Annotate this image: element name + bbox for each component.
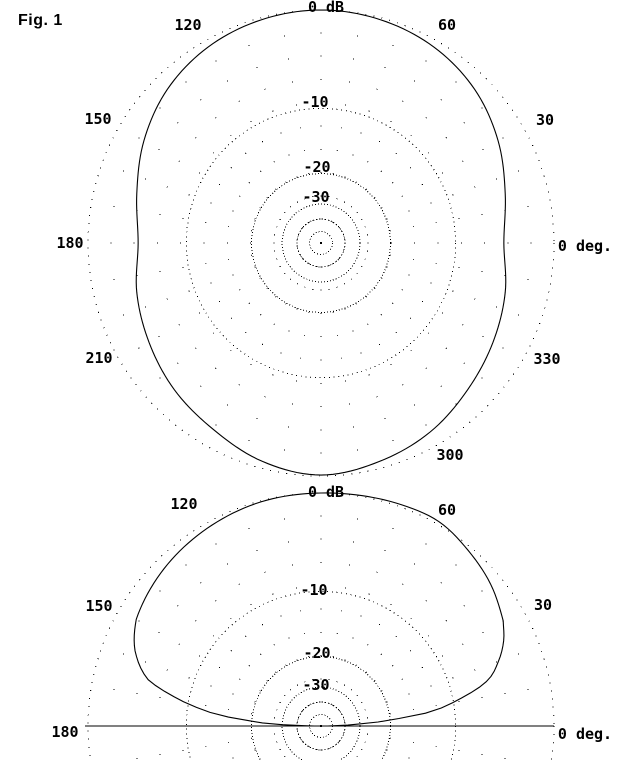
grid-spoke-280	[321, 243, 361, 472]
grid-spoke-300	[321, 243, 438, 445]
grid-ring--20dB	[252, 657, 391, 760]
grid-spoke-340	[321, 243, 540, 323]
grid-spoke-10	[321, 203, 550, 243]
grid-spoke-10	[321, 686, 550, 726]
angle-label: 300	[436, 446, 464, 464]
db-scale-label: 0 dB	[307, 0, 345, 16]
grid-spoke-50	[321, 548, 471, 726]
grid-spoke-210	[119, 726, 321, 760]
angle-label: 330	[533, 350, 561, 368]
grid-spoke-160	[102, 646, 321, 726]
angle-label: 30	[533, 596, 553, 614]
grid-spoke-310	[321, 243, 471, 421]
angle-label: 150	[85, 597, 113, 615]
db-scale-label: -30	[302, 188, 330, 206]
angle-label: 0 deg.	[557, 725, 613, 743]
angle-label: 120	[170, 495, 198, 513]
grid-spoke-220	[143, 243, 321, 393]
grid-spoke-100	[281, 14, 321, 243]
grid-spoke-120	[205, 524, 322, 726]
grid-spoke-50	[321, 65, 471, 243]
grid-spoke-150	[119, 610, 321, 727]
grid-spoke-30	[321, 127, 523, 244]
grid-spoke-130	[171, 548, 321, 726]
grid-spoke-320	[321, 726, 499, 760]
grid-spoke-250	[241, 726, 321, 760]
db-scale-label: -10	[300, 581, 328, 599]
grid-spoke-140	[143, 93, 321, 243]
grid-spoke-140	[143, 576, 321, 726]
grid-spoke-310	[321, 726, 471, 760]
grid-spoke-200	[102, 243, 321, 323]
grid-spoke-190	[92, 726, 321, 760]
grid-spoke-20	[321, 646, 540, 726]
grid-spoke-70	[321, 24, 401, 243]
figure-label: Fig. 1	[18, 12, 63, 29]
grid-spoke-70	[321, 507, 401, 726]
grid-ring-0dB	[88, 493, 554, 760]
db-scale-label: -20	[303, 158, 331, 176]
angle-label: 60	[437, 16, 457, 34]
grid-spoke-40	[321, 93, 499, 243]
grid-ring--30dB	[282, 687, 360, 760]
angle-label: 120	[174, 16, 202, 34]
grid-center-dot	[321, 243, 322, 244]
grid-spoke-260	[281, 243, 321, 472]
grid-spoke-340	[321, 726, 540, 760]
grid-spoke-290	[321, 726, 401, 760]
db-scale-label: -10	[301, 93, 329, 111]
grid-spoke-130	[171, 65, 321, 243]
angle-label: 30	[535, 111, 555, 129]
grid-spoke-240	[205, 726, 322, 760]
grid-spoke-170	[92, 686, 321, 726]
grid-spoke-290	[321, 243, 401, 462]
db-scale-label: -30	[302, 676, 330, 694]
angle-label: 150	[84, 110, 112, 128]
grid-spoke-60	[321, 41, 438, 243]
angle-label: 180	[51, 723, 79, 741]
grid-spoke-160	[102, 163, 321, 243]
grid-spoke-170	[92, 203, 321, 243]
db-scale-label: -20	[303, 644, 331, 662]
grid-spoke-230	[171, 726, 321, 760]
grid-spoke-20	[321, 163, 540, 243]
grid-spoke-230	[171, 243, 321, 421]
grid-spoke-80	[321, 14, 361, 243]
angle-label: 180	[56, 234, 84, 252]
angle-label: 60	[437, 501, 457, 519]
grid-spoke-60	[321, 524, 438, 726]
grid-spoke-150	[119, 127, 321, 244]
angle-label: 210	[85, 349, 113, 367]
grid-spoke-200	[102, 726, 321, 760]
grid-spoke-190	[92, 243, 321, 283]
angle-label: 0 deg.	[557, 237, 613, 255]
grid-spoke-350	[321, 243, 550, 283]
grid-spoke-250	[241, 243, 321, 462]
grid-spoke-30	[321, 610, 523, 727]
grid-spoke-320	[321, 243, 499, 393]
grid-spoke-240	[205, 243, 322, 445]
grid-spoke-110	[241, 24, 321, 243]
grid-spoke-40	[321, 576, 499, 726]
grid-spoke-330	[321, 726, 523, 760]
db-scale-label: 0 dB	[307, 483, 345, 501]
grid-spoke-120	[205, 41, 322, 243]
grid-spoke-350	[321, 726, 550, 760]
grid-spoke-260	[281, 726, 321, 760]
grid-spoke-280	[321, 726, 361, 760]
